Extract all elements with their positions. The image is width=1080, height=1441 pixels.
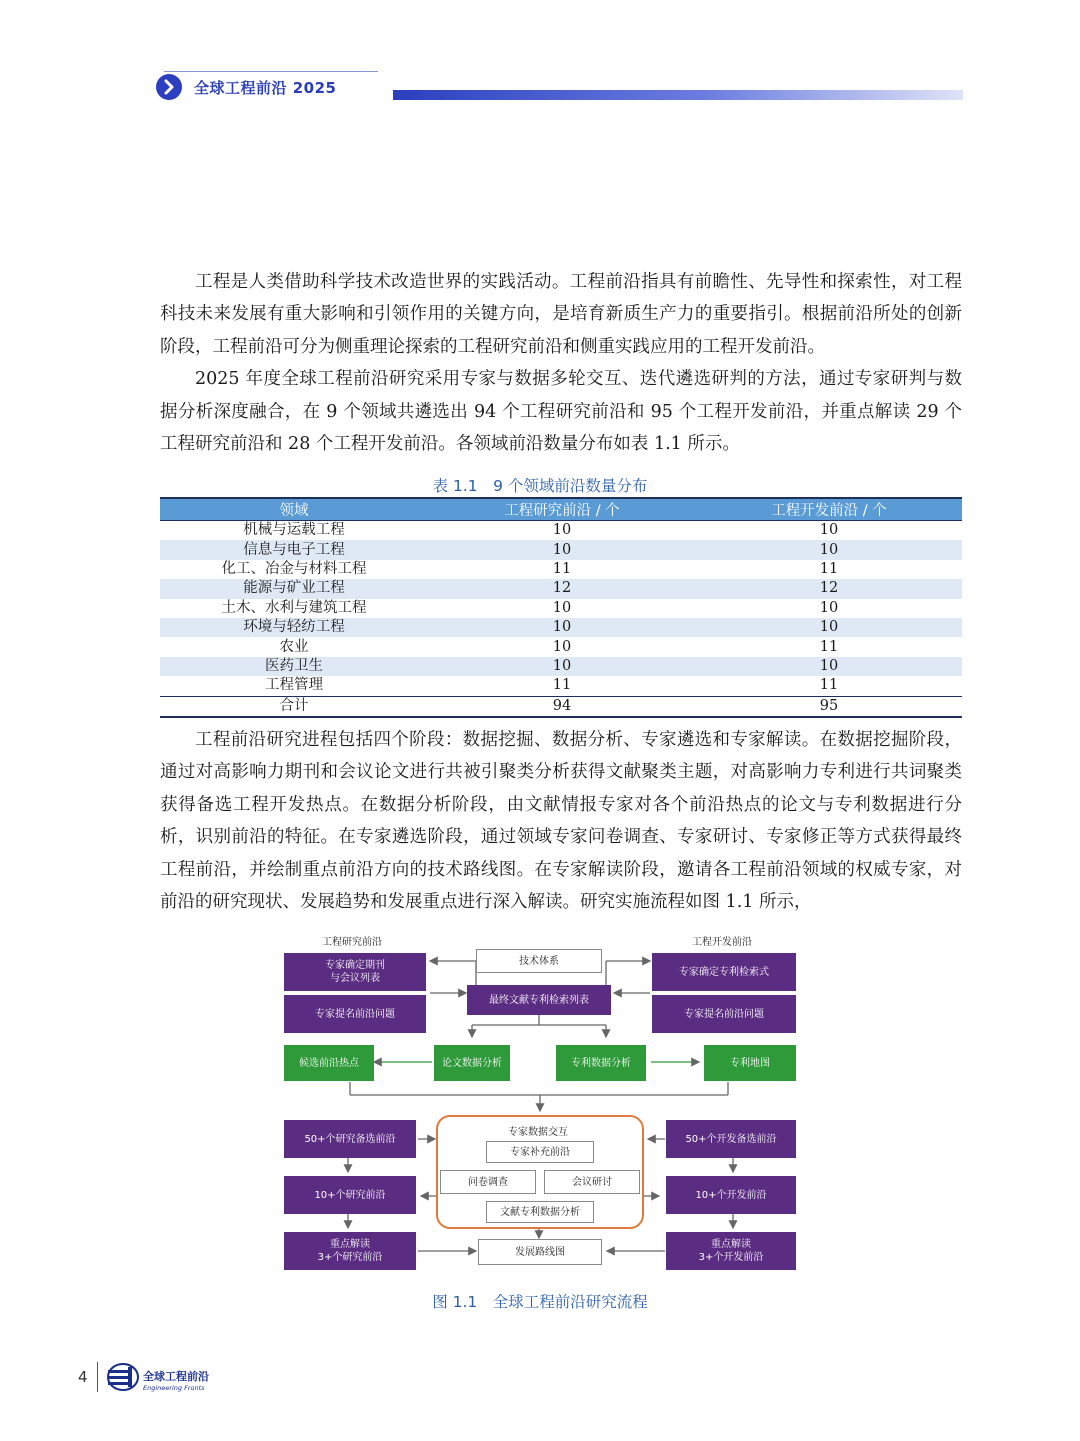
table-row bbox=[160, 521, 962, 541]
process-paragraph: 工程前沿研究进程包括四个阶段：数据挖掘、数据分析、专家遴选和专家解读。在数据挖掘阶段，通过对高影响力期刊和会议论文进行共被引聚类分析获得文献聚类主题，对高影响力专利进行共词聚类获得备选工程开发热点。在数据分析阶段，由文献情报专家对各个前沿热点的论文与专利数据进行分析，识别前沿的特征。在专家遴选阶段，通过领域专家问卷调查、专家研讨、专家修正等方式获得最终工程前沿，并绘制重点前沿方向的技术路线图。在专家解读阶段，邀请各工程前沿领域的权威专家，对前沿的研究现状、发展趋势和发展重点进行深入解读。研究实施流程如图 1.1 所示， bbox=[160, 730, 962, 913]
table-total-row bbox=[160, 696, 962, 717]
table-cell: 12 bbox=[696, 579, 962, 598]
page-number: 4 bbox=[78, 1368, 88, 1386]
table-cell: 10 bbox=[819, 599, 839, 616]
page-header bbox=[0, 0, 1080, 110]
footer-divider bbox=[97, 1362, 98, 1392]
engineering-fronts-logo-icon bbox=[106, 1362, 140, 1392]
table-cell: 化工、冶金与材料工程 bbox=[221, 560, 367, 577]
table-cell: 10 bbox=[428, 618, 696, 637]
table-cell: 10 bbox=[819, 522, 839, 539]
roadmap-box: 发展路线图 bbox=[478, 1239, 602, 1265]
journal-list-box: 专家确定期刊 与会议列表 bbox=[284, 953, 426, 991]
header-title: 全球工程前沿 2025 bbox=[194, 79, 337, 97]
frontier-count-table bbox=[160, 497, 962, 718]
table-header-development: 工程开发前沿 / 个 bbox=[696, 498, 962, 521]
tech-system-box: 技术体系 bbox=[476, 949, 602, 973]
table-row bbox=[160, 676, 962, 696]
table-cell: 10 bbox=[696, 540, 962, 559]
table-cell: 10 bbox=[428, 540, 696, 559]
table-row bbox=[160, 579, 962, 598]
patent-search-box: 专家确定专利检索式 bbox=[652, 953, 796, 991]
footer-logo-subtext: Engineering Fronts bbox=[143, 1384, 205, 1392]
candidate-dev-fronts-box: 50+个开发备选前沿 bbox=[666, 1120, 796, 1158]
table-cell: 11 bbox=[819, 560, 839, 577]
table-cell: 合计 bbox=[160, 696, 428, 717]
table-cell: 10 bbox=[696, 618, 962, 637]
table-cell: 机械与运载工程 bbox=[243, 522, 345, 539]
expert-nominate-development-box: 专家提名前沿问题 bbox=[652, 995, 796, 1033]
table-row bbox=[160, 657, 962, 676]
top-research-fronts-box: 10+个研究前沿 bbox=[284, 1176, 416, 1214]
seminar-box: 会议研讨 bbox=[544, 1170, 640, 1194]
patent-analysis-box: 专利数据分析 bbox=[556, 1045, 646, 1081]
table-cell: 10 bbox=[428, 657, 696, 676]
table-cell: 11 bbox=[819, 677, 839, 694]
header-gradient-bar bbox=[393, 90, 963, 100]
table-cell: 12 bbox=[428, 579, 696, 598]
table-row bbox=[160, 540, 962, 559]
paper-analysis-box: 论文数据分析 bbox=[434, 1045, 510, 1081]
table-cell: 工程管理 bbox=[265, 677, 323, 694]
expert-interaction-label: 专家数据交互 bbox=[508, 1127, 568, 1138]
chevron-right-icon bbox=[156, 74, 182, 100]
questionnaire-box: 问卷调查 bbox=[440, 1170, 536, 1194]
key-research-fronts-box: 重点解读 3+个研究前沿 bbox=[284, 1232, 416, 1270]
table-row bbox=[160, 618, 962, 637]
key-dev-fronts-box: 重点解读 3+个开发前沿 bbox=[666, 1232, 796, 1270]
expert-supplement-box: 专家补充前沿 bbox=[486, 1141, 594, 1163]
patent-map-box: 专利地图 bbox=[704, 1045, 796, 1081]
table-cell: 医药卫生 bbox=[160, 657, 428, 676]
table-cell: 信息与电子工程 bbox=[160, 540, 428, 559]
intro-paragraph-1: 工程是人类借助科学技术改造世界的实践活动。工程前沿指具有前瞻性、先导性和探索性，对工程科技未来发展有重大影响和引领作用的关键方向，是培育新质生产力的重要指引。根据前沿所处的创新阶段，工程前沿可分为侧重理论探索的工程研究前沿和侧重实践应用的工程开发前沿。 bbox=[160, 272, 962, 357]
table-cell: 能源与矿业工程 bbox=[160, 579, 428, 598]
table-cell: 10 bbox=[552, 638, 572, 655]
table-cell: 11 bbox=[819, 638, 839, 655]
candidate-research-fronts-box: 50+个研究备选前沿 bbox=[284, 1120, 416, 1158]
table-cell: 环境与轻纺工程 bbox=[160, 618, 428, 637]
table-cell: 11 bbox=[552, 677, 572, 694]
intro-paragraph-2: 2025 年度全球工程前沿研究采用专家与数据多轮交互、迭代遴选研判的方法，通过专家研判与数据分析深度融合，在 9 个领域共遴选出 94 个工程研究前沿和 95 个工程开发前沿，并重点解读 29 个工程研究前沿和 28 个工程开发前沿。各领域前沿数量分布如表 1.1 所示。 bbox=[160, 369, 962, 455]
table-header-row bbox=[160, 498, 962, 521]
table-caption: 表 1.1 9 个领域前沿数量分布 bbox=[432, 477, 648, 495]
label-research: 工程研究前沿 bbox=[322, 937, 382, 948]
table-cell: 10 bbox=[552, 599, 572, 616]
table-cell: 土木、水利与建筑工程 bbox=[221, 599, 367, 616]
table-header-research: 工程研究前沿 / 个 bbox=[428, 498, 696, 521]
candidate-hotspots-box: 候选前沿热点 bbox=[284, 1045, 374, 1081]
research-flow-diagram bbox=[280, 925, 800, 1275]
table-row bbox=[160, 637, 962, 656]
table-cell: 94 bbox=[428, 696, 696, 717]
table-cell: 11 bbox=[552, 560, 572, 577]
table-cell: 10 bbox=[552, 522, 572, 539]
footer-logo-text: 全球工程前沿 bbox=[143, 1370, 209, 1383]
expert-nominate-research-box: 专家提名前沿问题 bbox=[284, 995, 426, 1033]
final-search-list-box: 最终文献专利检索列表 bbox=[467, 985, 611, 1015]
table-cell: 10 bbox=[696, 657, 962, 676]
header-rule bbox=[164, 71, 378, 72]
intro-text bbox=[160, 266, 962, 460]
literature-analysis-box: 文献专利数据分析 bbox=[486, 1201, 594, 1223]
table-row bbox=[160, 560, 962, 579]
table-header-field: 领域 bbox=[160, 498, 428, 521]
table-cell: 95 bbox=[696, 696, 962, 717]
process-text bbox=[160, 724, 962, 918]
table-cell: 农业 bbox=[279, 638, 309, 655]
table-row bbox=[160, 599, 962, 618]
top-dev-fronts-box: 10+个开发前沿 bbox=[666, 1176, 796, 1214]
figure-caption: 图 1.1 全球工程前沿研究流程 bbox=[432, 1293, 648, 1311]
label-development: 工程开发前沿 bbox=[692, 937, 752, 948]
